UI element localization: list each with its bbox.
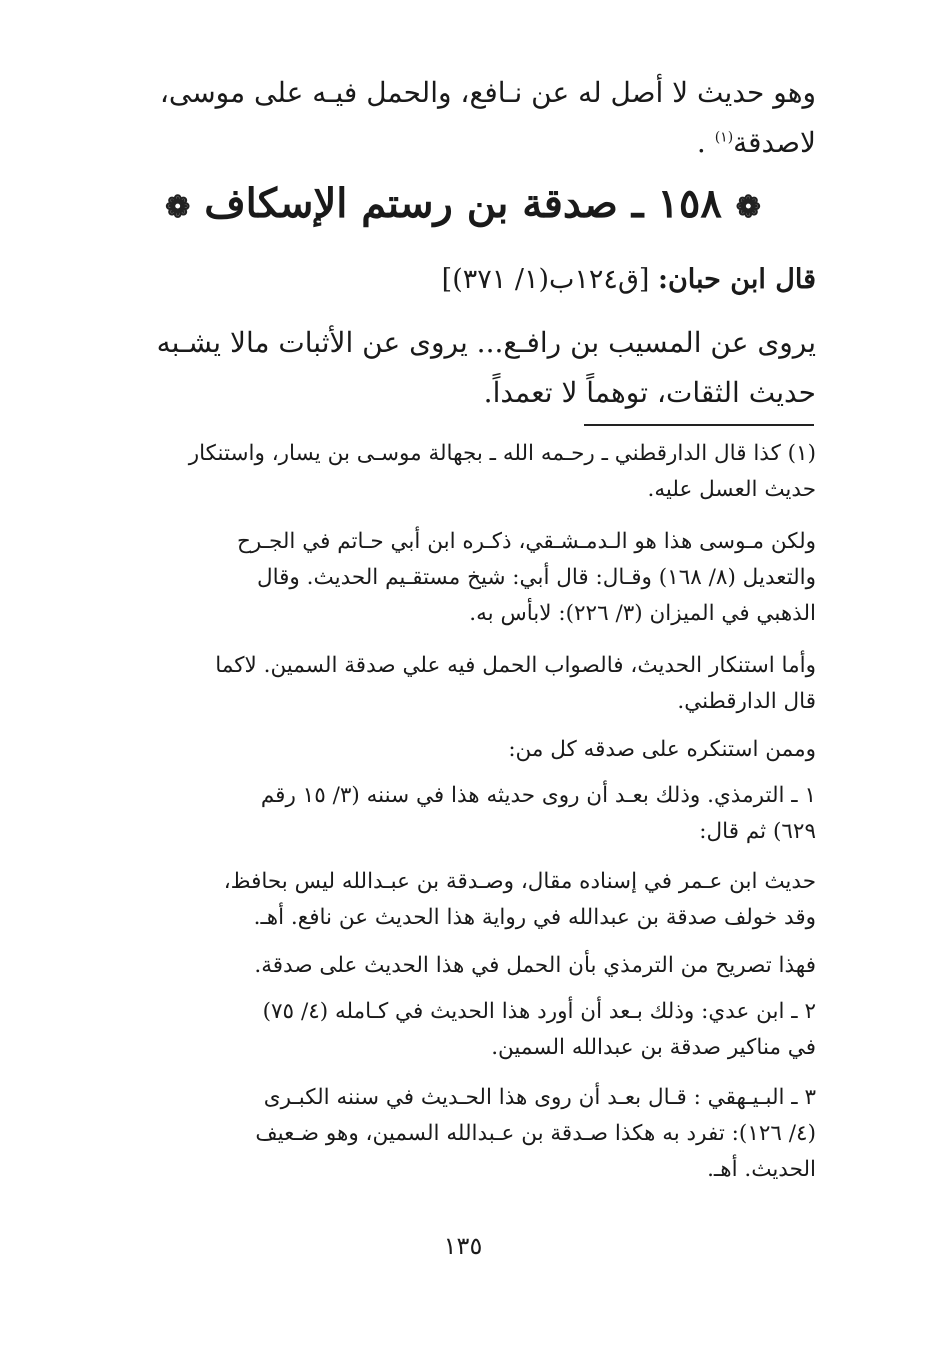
footnote-line: قال الدارقطني. <box>677 689 816 714</box>
footnote-line: ٣ ـ البـيـهقي : قـال بعـد أن روى هذا الحـديث في سننه الكبـرى <box>263 1085 816 1110</box>
footnote-line: في مناكير صدقة بن عبدالله السمين. <box>491 1035 816 1060</box>
footnote-line: فهذا تصريح من الترمذي بأن الحمل في هذا الحديث على صدقة. <box>254 953 816 978</box>
section-title-text: ١٥٨ ـ صدقة بن رستم الإسكاف <box>204 180 722 227</box>
footnote-divider <box>584 424 814 426</box>
footnote-paragraph <box>141 648 816 720</box>
ornament-icon: ❁ <box>165 190 191 225</box>
quote-line: يروى عن المسيب بن رافـع... يروى عن الأثبات مالا يشـبه <box>156 326 816 359</box>
footnote-marker: (١) <box>714 129 734 146</box>
footnote-paragraph <box>141 948 816 984</box>
page-number: ١٣٥ <box>443 1232 483 1260</box>
footnote-paragraph <box>141 436 816 508</box>
footnote-line: حديث ابن عـمر في إسناده مقال، وصـدقة بن عبـدالله ليس بحافظ، <box>223 869 816 894</box>
footnote-line: والتعديل (٨/ ١٦٨) وقـال: قال أبي: شيخ مستقـيم الحديث. وقال <box>256 565 816 590</box>
footnote-line: حديث العسل عليه. <box>647 477 816 502</box>
top-paragraph-end: . <box>696 126 715 159</box>
top-paragraph-line <box>141 118 816 168</box>
footnote-line: (٤/ ١٢٦): تفرد به هكذا صـدقة بن عـبدالله السمين، وهو ضـعيف <box>255 1121 816 1146</box>
footnote-line: ١ ـ الترمذي. وذلك بعـد أن روى حديثه هذا في سننه (٣/ ١٥ رقم <box>260 783 816 808</box>
footnote-paragraph <box>141 994 816 1066</box>
quote-paragraph <box>141 318 816 418</box>
section-title <box>0 176 926 236</box>
footnote-line: وقد خولف صدقة بن عبدالله في رواية هذا الحديث عن نافع. أهـ. <box>253 905 816 930</box>
footnote-line: ٢ ـ ابن عدي: وذلك بـعد أن أورد هذا الحديث في كـامله (٤/ ٧٥) <box>262 999 816 1024</box>
footnote-line: وممن استنكره على صدقه كل من: <box>508 737 816 762</box>
footnote-line: الذهبي في الميزان (٣/ ٢٢٦): لابأس به. <box>469 601 816 626</box>
footnote-paragraph <box>141 732 816 768</box>
footnote-line: ولكن مـوسى هذا هو الـدمـشـقي، ذكـره ابن أبي حـاتم في الجـرح <box>236 529 816 554</box>
top-paragraph-line: وهو حديث لا أصل له عن نـافع، والحمل فيـه على موسى، <box>159 76 816 109</box>
footnote-paragraph <box>141 864 816 936</box>
footnote-line: وأما استنكار الحديث، فالصواب الحمل فيه علي صدقة السمين. لاكما <box>215 653 816 678</box>
footnote-line: الحديث. أهـ. <box>707 1157 816 1182</box>
source-citation <box>442 258 816 302</box>
footnote-line: (١) كذا قال الدارقطني ـ رحـمه الله ـ بجهالة موسـى بن يسار، واستنكار <box>188 441 816 466</box>
footnote-line: ٦٢٩) ثم قال: <box>699 819 816 844</box>
source-label: قال ابن حبان: <box>658 264 816 295</box>
top-paragraph-text: لاصدقة <box>733 126 816 159</box>
top-paragraph <box>141 68 816 168</box>
footnote-paragraph <box>141 1080 816 1188</box>
footnote-paragraph <box>141 524 816 632</box>
quote-line: حديث الثقات، توهماً لا تعمداً. <box>483 376 816 409</box>
source-reference: [ق١٢٤ب(١/ ٣٧١)] <box>441 264 659 295</box>
ornament-icon: ❁ <box>735 190 761 225</box>
footnote-paragraph <box>141 778 816 850</box>
